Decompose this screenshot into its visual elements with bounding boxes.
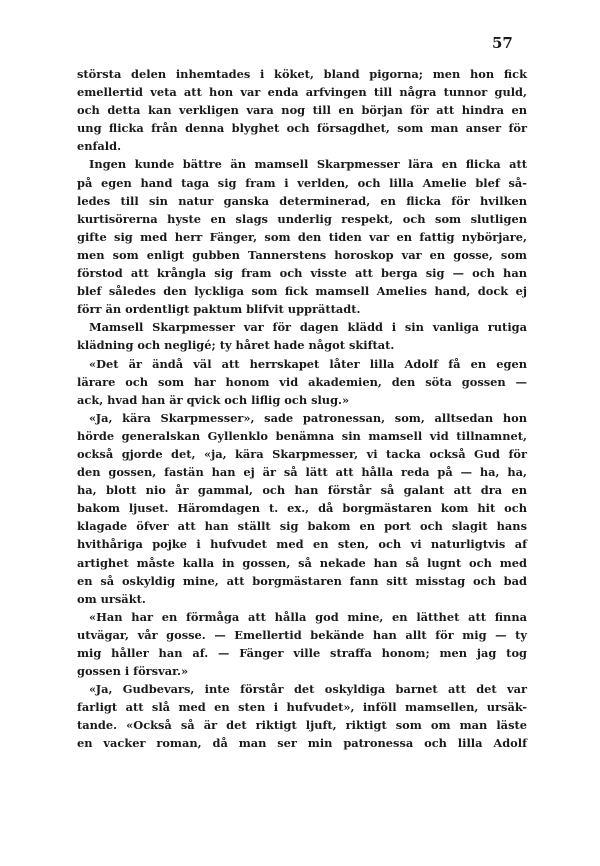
text-line: förr än ordentligt paktum blifvit upprättadt.	[77, 302, 361, 317]
text-line: en vacker roman, då man ser min patronessa och lilla Adolf	[77, 736, 527, 751]
text-line: «Det är ändå väl att herrskapet låter lilla Adolf få en egen	[89, 356, 527, 371]
text-line: farligt att slå med en sten i hufvudet», inföll mamsellen, ursäk-	[77, 700, 527, 715]
text-line: en så oskyldig mine, att borgmästaren fann sitt misstag och bad	[77, 573, 527, 588]
text-line: «Ja, kära Skarpmesser», sade patronessan, som, alltsedan hon	[89, 410, 527, 425]
text-line: på egen hand taga sig fram i verlden, och lilla Amelie blef så-	[77, 175, 527, 190]
text-line: tande. «Också så är det riktigt ljuft, riktigt som om man läste	[77, 718, 527, 733]
text-line: om ursäkt.	[77, 591, 146, 606]
text-line: «Ja, Gudbevars, inte förstår det oskyldiga barnet att det var	[89, 682, 527, 697]
text-line: klagade öfver att han ställt sig bakom en port och slagit hans	[77, 519, 527, 534]
text-line: gossen i försvar.»	[77, 664, 189, 679]
text-line: mig håller han af. — Fänger ville straffa honom; men jag tog	[77, 646, 527, 660]
text-line: artighet måste kalla in gossen, så nekade han så lugnt och med	[77, 555, 527, 570]
text-line: gifte sig med herr Fänger, som den tiden var en fattig nybörjare,	[77, 229, 527, 244]
text-line: också gjorde det, «ja, kära Skarpmesser, vi tacka också Gud för	[77, 446, 527, 461]
body-text	[77, 65, 527, 753]
text-line: hvithåriga pojke i hufvudet med en sten, och vi naturligtvis af	[77, 537, 527, 552]
text-line: lärare och som har honom vid akademien, den söta gossen —	[77, 374, 527, 389]
text-line: Ingen kunde bättre än mamsell Skarpmesser lära en flicka att	[89, 157, 527, 172]
text-line: blef således den lyckliga som fick mamsell Amelies hand, dock ej	[77, 284, 527, 299]
text-line: förstod att krångla sig fram och visste att berga sig — och han	[77, 266, 527, 281]
text-line: enfald.	[77, 139, 122, 154]
text-line: hörde generalskan Gyllenklo benämna sin mamsell vid tillnamnet,	[77, 428, 527, 443]
text-line: största delen inhemtades i köket, bland pigorna; men hon fick	[77, 67, 527, 81]
text-line: den gossen, fastän han ej är så lätt att hålla reda på — ha, ha,	[77, 465, 527, 480]
text-line: och detta kan verkligen vara nog till en början för att hindra en	[77, 103, 527, 118]
text-line: utvägar, vår gosse. — Emellertid bekände han allt för mig — ty	[77, 627, 527, 642]
text-line: emellertid veta att hon var enda arfvingen till några tunnor guld,	[77, 85, 527, 100]
text-line: klädning och negligé; ty håret hade något skiftat.	[77, 338, 395, 353]
text-line: men som enligt gubben Tannerstens horoskop var en gosse, som	[77, 247, 527, 262]
text-line: kurtisörerna hyste en slags underlig respekt, och som slutligen	[77, 211, 527, 226]
text-line: ha, blott nio år gammal, och han förstår så galant att dra en	[77, 483, 527, 498]
text-line: Mamsell Skarpmesser var för dagen klädd i sin vanliga rutiga	[89, 320, 527, 335]
text-line: ung flicka från denna blyghet och försagdhet, som man anser för	[77, 121, 527, 136]
text-line: «Han har en förmåga att hålla god mine, en lätthet att finna	[89, 609, 527, 624]
text-line: ack, hvad han är qvick och liflig och slug.»	[77, 392, 350, 407]
text-line: ledes till sin natur ganska determinerad, en flicka för hvilken	[77, 193, 527, 208]
page-number: 57	[492, 34, 513, 52]
text-line: bakom ljuset. Häromdagen t. ex., då borgmästaren kom hit och	[77, 501, 527, 516]
